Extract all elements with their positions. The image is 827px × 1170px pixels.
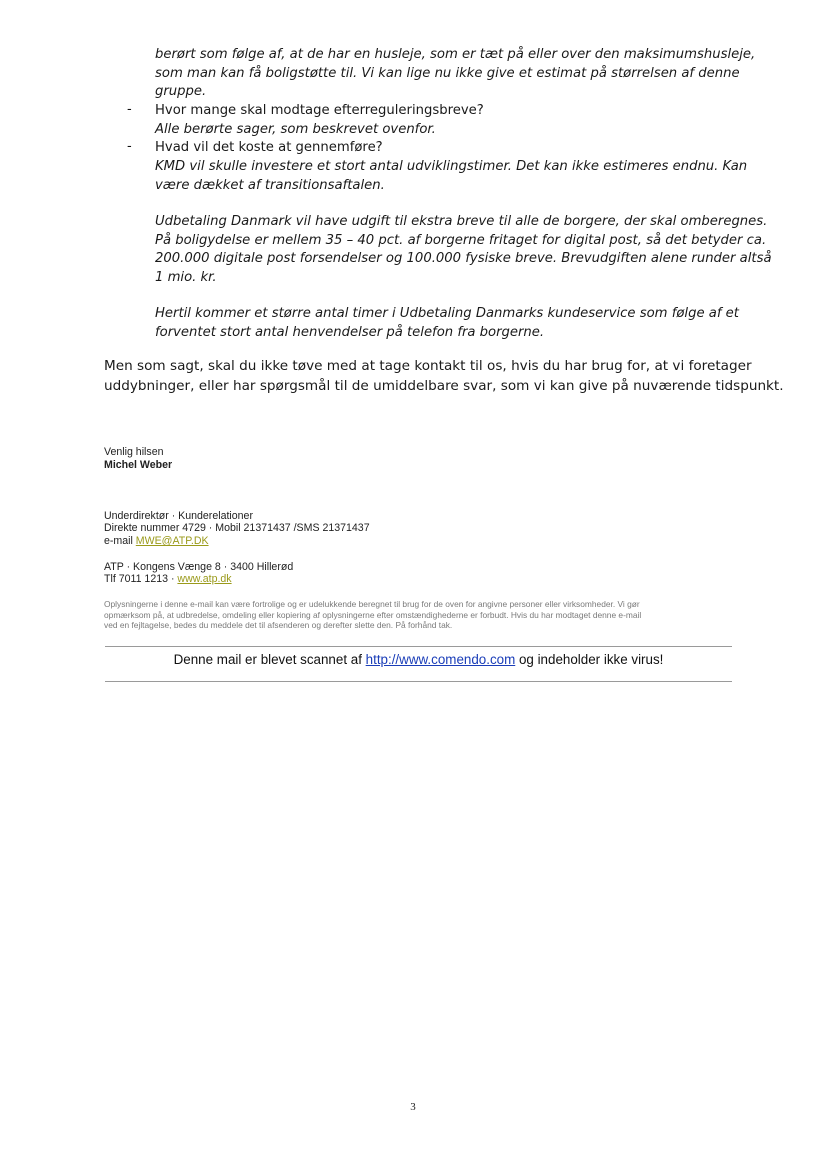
text-line: som man kan få boligstøtte til. Vi kan lige nu ikke give et estimat på størrelsen af denne — [155, 65, 740, 81]
text-line: Men som sagt, skal du ikke tøve med at tage kontakt til os, hvis du har brug for, at vi foretager — [104, 358, 752, 374]
text-line: være dækket af transitionsaftalen. — [155, 177, 385, 193]
website-link[interactable]: www.atp.dk — [177, 573, 232, 585]
signature-name — [104, 459, 172, 472]
text-line: Hertil kommer et større antal timer i Udbetaling Danmarks kundeservice som følge af et — [155, 306, 739, 321]
answer-cost — [155, 158, 747, 195]
question-recipients: Hvor mange skal modtage efterreguleringsbreve? — [155, 103, 484, 118]
bullet-dash: - — [127, 139, 132, 154]
scan-notice-text: og indeholder ikke virus! — [515, 652, 664, 667]
signature-title: Underdirektør · Kunderelationer — [104, 510, 253, 522]
text-line: 200.000 digitale post forsendelser og 100.000 fysiske breve. Brevudgiften alene runder altså — [155, 251, 772, 267]
text-line: Udbetaling Danmark vil have udgift til ekstra breve til alle de borgere, der skal omberegnes. — [155, 214, 768, 229]
comendo-link[interactable]: http://www.comendo.com — [365, 652, 516, 667]
signature-phone-row — [104, 573, 232, 586]
paragraph-udbetaling — [155, 213, 772, 287]
text-line: KMD vil skulle investere et stort antal udviklingstimer. Det kan ikke estimeres endnu. Kan — [155, 159, 748, 174]
text-line: ved en fejltagelse, bedes du meddele det til afsenderen og derefter slette den. På forhånd tak. — [104, 620, 453, 631]
signature-greeting: Venlig hilsen — [104, 446, 164, 458]
sender-name: Michel Weber — [104, 459, 173, 471]
paragraph-timer — [155, 305, 739, 342]
divider-bottom — [105, 681, 732, 682]
text-line: berørt som følge af, at de har en husleje, som er tæt på eller over den maksimumshusleje, — [155, 47, 756, 62]
email-label: e-mail — [104, 535, 136, 547]
text-line: Oplysningerne i denne e-mail kan være fortrolige og er udelukkende beregnet til brug for de oven for angivne personer eller virksomheder. Vi gør — [104, 599, 640, 609]
signature-email-row — [104, 535, 209, 548]
disclaimer — [104, 599, 641, 631]
text-line: gruppe. — [155, 84, 207, 100]
divider-top — [105, 646, 732, 647]
text-line: På boligydelse er mellem 35 – 40 pct. af borgerne fritaget for digital post, så det betyder ca. — [155, 232, 767, 248]
scan-notice — [105, 652, 732, 667]
signature-phones: Direkte nummer 4729 · Mobil 21371437 /SMS 21371437 — [104, 522, 370, 534]
scan-notice-text: Denne mail er blevet scannet af — [173, 652, 366, 667]
text-line: opmærksom på, at udbredelse, omdeling eller kopiering af oplysningerne efter omstændighederne er forbudt. Hvis du har modtaget denne e-mail — [104, 609, 642, 620]
text-line: forventet stort antal henvendelser på telefon fra borgerne. — [155, 324, 545, 340]
continuation-paragraph — [155, 46, 755, 102]
signature-address: ATP · Kongens Vænge 8 · 3400 Hillerød — [104, 561, 294, 573]
question-cost: Hvad vil det koste at gennemføre? — [155, 140, 383, 155]
tel-label: Tlf 7011 1213 · — [104, 573, 178, 585]
text-line: uddybninger, eller har spørgsmål til de umiddelbare svar, som vi kan give på nuværende tidspunkt. — [104, 377, 784, 394]
page-number: 3 — [410, 1101, 416, 1113]
answer-recipients: Alle berørte sager, som beskrevet ovenfor. — [155, 122, 436, 137]
email-link[interactable]: MWE@ATP.DK — [135, 535, 209, 547]
text-line: 1 mio. kr. — [155, 269, 217, 285]
closing-paragraph — [104, 357, 784, 396]
bullet-dash: - — [127, 102, 132, 117]
